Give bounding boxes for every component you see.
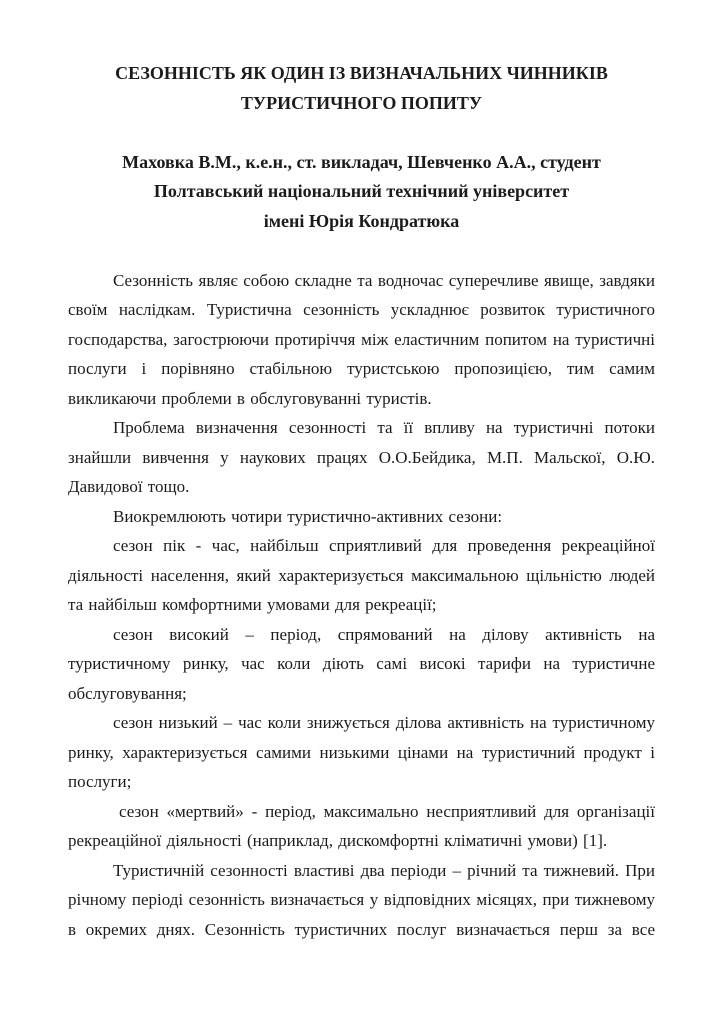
affiliation-line-2: імені Юрія Кондратюка [263,210,460,231]
authors-affiliation [68,148,655,237]
affiliation-line: Полтавський національний технічний університет [153,181,570,201]
paragraph-season-dead: сезон «мертвий» - період, максимально несприятливий для організації рекреаційної діяльності (наприклад, дискомфортні кліматичні умови) [1]. [68,801,655,850]
paragraph-season-peak: сезон пік - час, найбільш сприятливий для проведення рекреаційної діяльності населення, який характеризується максимальною щільністю людей та найбільш комфортними умовами для рекреації; [68,536,655,614]
body-text [68,266,655,945]
paragraph-intro: Сезонність являє собою складне та водночас суперечливе явище, завдяки своїм наслідкам. Туристична сезонність ускладнює розвиток туристичного господарства, загострюючи протиріччя між еластичним попитом на туристичні послуги і порівняно стабільною туристською пропозицією, тим самим викликаючи проблеми в обслуговуванні туристів. [68,270,655,408]
title-line-2: ТУРИСТИЧНОГО ПОПИТУ [240,92,483,113]
blank-line [68,236,655,266]
title-line-1: СЕЗОННІСТЬ ЯК ОДИН ІЗ ВИЗНАЧАЛЬНИХ ЧИННИКІВ [115,63,608,83]
paper-title [68,59,655,118]
paragraph-periods: Туристичній сезонності властиві два періоди – річний та тижневий. При річному періоді сезонність визначається у відповідних місяцях, при тижневому в окремих днях. Сезонність туристичних послуг визначається перш за все [68,860,655,939]
authors-line: Маховка В.М., к.е.н., ст. викладач, Шевченко А.А., студент [122,151,601,172]
paragraph-season-high: сезон високий – період, спрямований на ділову активність на туристичному ринку, час коли діють самі високі тарифи на туристичне обслуговування; [68,624,655,703]
paragraph-problem: Проблема визначення сезонності та її впливу на туристичні потоки знайшли вивчення у наукових працях О.О.Бейдика, М.П. Мальскої, О.Ю. Давидової тощо. [68,418,655,496]
paragraph-seasons-list-intro: Виокремлюють чотири туристично-активних сезони: [113,506,503,526]
blank-line [68,118,655,148]
paragraph-season-low: сезон низький – час коли знижується ділова активність на туристичному ринку, характеризується самими низькими цінами на туристичний продукт і послуги; [68,713,655,791]
